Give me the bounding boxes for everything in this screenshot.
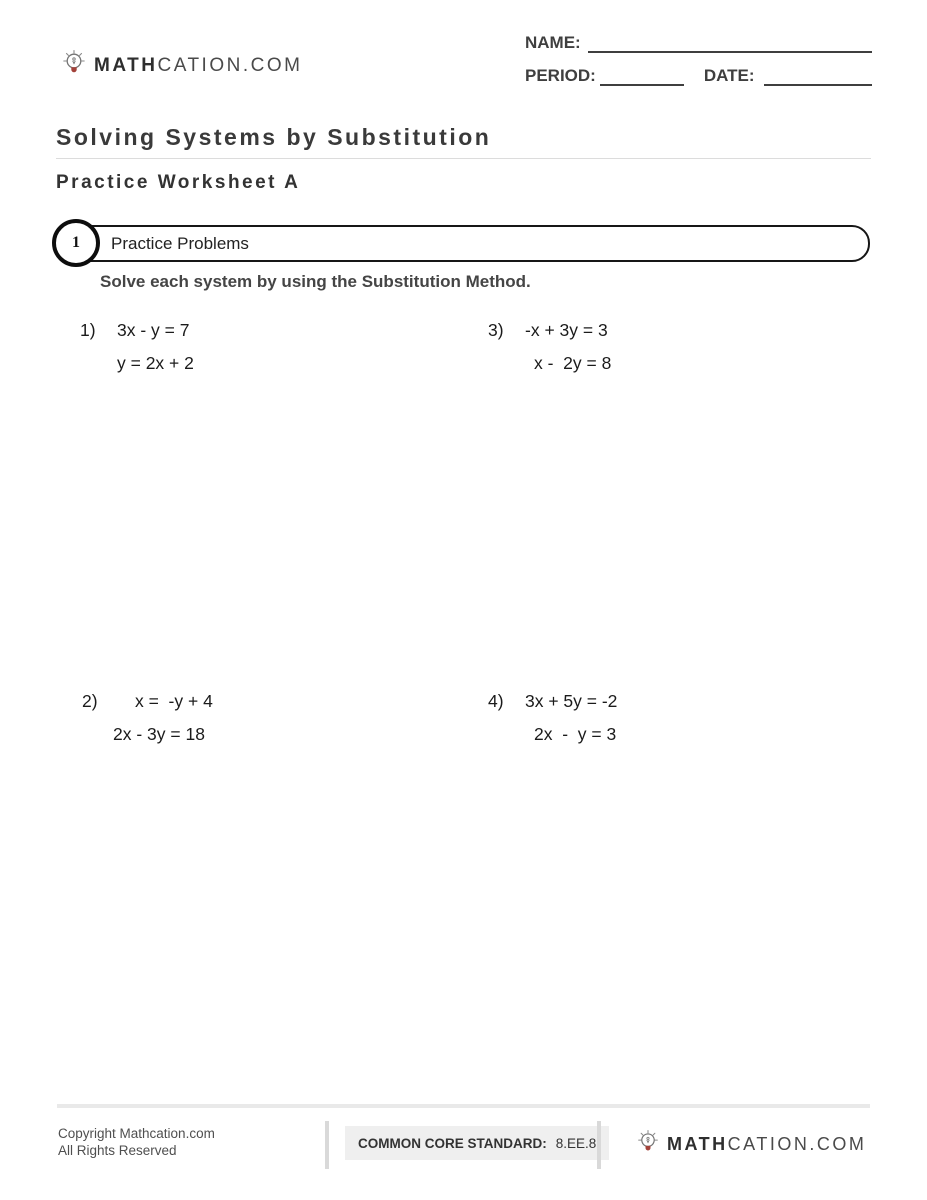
copyright-text — [58, 1125, 215, 1159]
equation-group — [117, 314, 194, 380]
brand-bold: MATH — [94, 54, 158, 76]
section-number-circle — [52, 219, 100, 267]
problem-3 — [488, 314, 611, 380]
section-title-box — [57, 225, 870, 262]
problem-number: 3) — [488, 320, 504, 340]
equation-line: 2x - 3y = 18 — [113, 724, 205, 744]
copyright-line-2: All Rights Reserved — [58, 1143, 177, 1158]
problem-2 — [82, 685, 213, 751]
header-fields — [525, 33, 872, 86]
equation-group — [525, 685, 617, 751]
problem-4 — [488, 685, 617, 751]
equation-line: x - 2y = 8 — [534, 353, 612, 373]
problem-number: 2) — [82, 691, 98, 711]
header-logo — [62, 49, 302, 82]
brand-text — [667, 1134, 866, 1155]
name-field-row — [525, 33, 872, 53]
problem-number: 1) — [80, 320, 96, 340]
footer-separator-left — [325, 1121, 329, 1169]
standard-label: COMMON CORE STANDARD: — [358, 1135, 547, 1151]
page-title: Solving Systems by Substitution — [56, 124, 492, 150]
lightbulb-icon — [637, 1129, 659, 1160]
problem-number: 4) — [488, 691, 504, 711]
title-divider — [56, 158, 871, 159]
equation-line: x = -y + 4 — [135, 691, 213, 711]
period-date-row — [525, 66, 872, 86]
section-title: Practice Problems — [111, 233, 249, 253]
equation-line: 3x - y = 7 — [117, 320, 190, 340]
name-blank-line — [588, 33, 872, 53]
copyright-line-1: Copyright Mathcation.com — [58, 1126, 215, 1141]
problem-1 — [80, 314, 194, 380]
standard-value: 8.EE.8 — [555, 1135, 597, 1151]
equation-line: y = 2x + 2 — [117, 353, 194, 373]
worksheet-subtitle: Practice Worksheet A — [56, 172, 301, 193]
brand-bold: MATH — [667, 1134, 728, 1154]
equation-line: 3x + 5y = -2 — [525, 691, 618, 711]
brand-text — [94, 55, 302, 77]
period-label: PERIOD: — [525, 66, 596, 85]
equation-line: -x + 3y = 3 — [525, 320, 608, 340]
period-blank-line — [600, 66, 684, 86]
equation-line: 2x - y = 3 — [534, 724, 617, 744]
instructions-text: Solve each system by using the Substitution Method. — [100, 272, 531, 291]
footer-separator-right — [597, 1121, 601, 1169]
standard-badge — [345, 1126, 609, 1160]
date-blank-line — [764, 66, 872, 86]
brand-light: CATION.COM — [727, 1134, 867, 1154]
footer-logo — [637, 1129, 866, 1160]
date-label: DATE: — [703, 66, 755, 85]
name-label: NAME: — [525, 33, 581, 52]
lightbulb-icon — [62, 49, 86, 82]
footer-divider — [57, 1104, 870, 1108]
brand-light: CATION.COM — [157, 54, 303, 76]
section-number: 1 — [72, 234, 80, 251]
equation-group — [525, 314, 611, 380]
equation-group — [113, 685, 213, 751]
